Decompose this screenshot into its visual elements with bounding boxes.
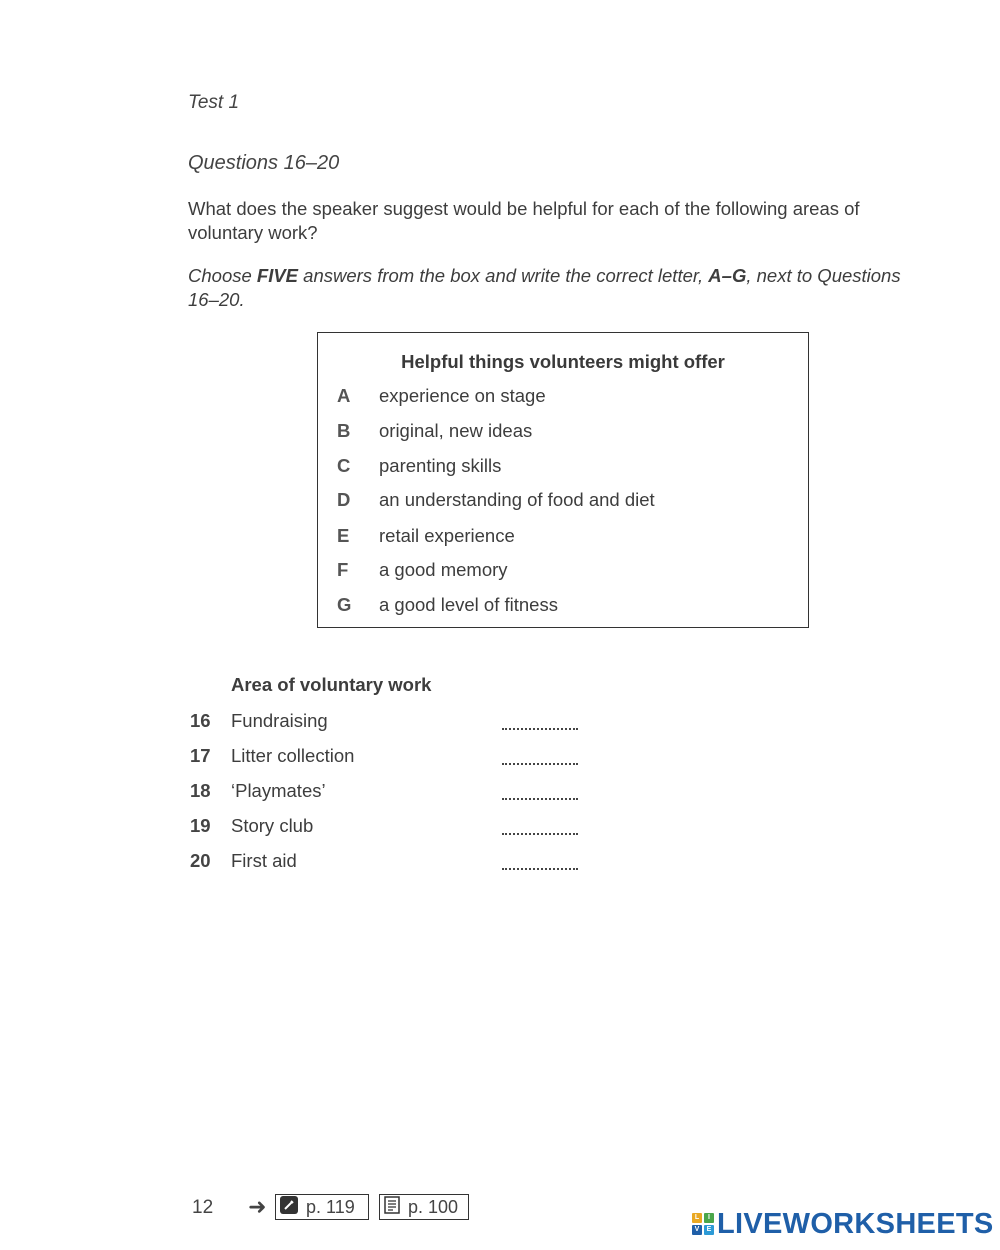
option-row <box>318 559 808 589</box>
answer-blank-18[interactable] <box>502 790 578 800</box>
option-letter: C <box>337 455 351 476</box>
option-row <box>318 594 808 624</box>
test-label: Test 1 <box>188 92 240 113</box>
question-row <box>0 850 700 880</box>
option-text: a good level of fitness <box>379 594 558 615</box>
answer-key-reference <box>379 1194 469 1220</box>
answer-blank-19[interactable] <box>502 825 578 835</box>
page-number: 12 <box>192 1197 214 1218</box>
question-row <box>0 780 700 810</box>
question-text: Fundraising <box>231 710 328 731</box>
reference-label: p. 119 <box>306 1196 355 1217</box>
area-heading: Area of voluntary work <box>231 674 432 695</box>
answer-blank-20[interactable] <box>502 860 578 870</box>
option-text: parenting skills <box>379 455 502 476</box>
arrow-right-icon: ➜ <box>248 1194 267 1219</box>
question-text: Story club <box>231 815 314 836</box>
question-text: First aid <box>231 850 297 871</box>
questions-heading: Questions 16–20 <box>188 152 340 174</box>
option-letter: G <box>337 594 352 615</box>
option-row <box>318 525 808 555</box>
audio-script-icon <box>280 1196 298 1219</box>
question-number: 19 <box>190 815 211 836</box>
question-text: ‘Playmates’ <box>231 780 326 801</box>
option-text: retail experience <box>379 525 515 546</box>
option-letter: E <box>337 525 350 546</box>
logo-text: LIVEWORKSHEETS <box>717 1207 994 1240</box>
liveworksheets-logo <box>692 1207 994 1241</box>
option-row <box>318 489 808 519</box>
option-text: an understanding of food and diet <box>379 489 655 510</box>
question-row <box>0 815 700 845</box>
question-prompt: What does the speaker suggest would be helpful for each of the following areas of voluntary work? <box>188 198 860 243</box>
question-number: 16 <box>190 710 211 731</box>
option-letter: D <box>337 489 351 510</box>
answer-key-icon <box>384 1196 400 1219</box>
option-letter: A <box>337 385 351 406</box>
question-text: Litter collection <box>231 745 355 766</box>
question-row <box>0 710 700 740</box>
question-row <box>0 745 700 775</box>
options-box-title: Helpful things volunteers might offer <box>401 351 725 372</box>
option-text: original, new ideas <box>379 420 533 441</box>
option-letter: F <box>337 559 349 580</box>
question-number: 18 <box>190 780 211 801</box>
option-text: a good memory <box>379 559 508 580</box>
options-box <box>317 332 809 628</box>
answer-blank-16[interactable] <box>502 720 578 730</box>
reference-label: p. 100 <box>408 1196 459 1217</box>
question-number: 17 <box>190 745 211 766</box>
option-row <box>318 385 808 415</box>
audio-script-reference <box>275 1194 369 1220</box>
question-number: 20 <box>190 850 211 871</box>
answer-blank-17[interactable] <box>502 755 578 765</box>
logo-grid-icon: L I V E <box>692 1213 714 1235</box>
option-text: experience on stage <box>379 385 546 406</box>
instruction-text: Choose FIVE answers from the box and write the correct letter, A–G, next to Questions 16–20. <box>188 265 901 310</box>
option-row <box>318 455 808 485</box>
option-letter: B <box>337 420 351 441</box>
option-row <box>318 420 808 450</box>
